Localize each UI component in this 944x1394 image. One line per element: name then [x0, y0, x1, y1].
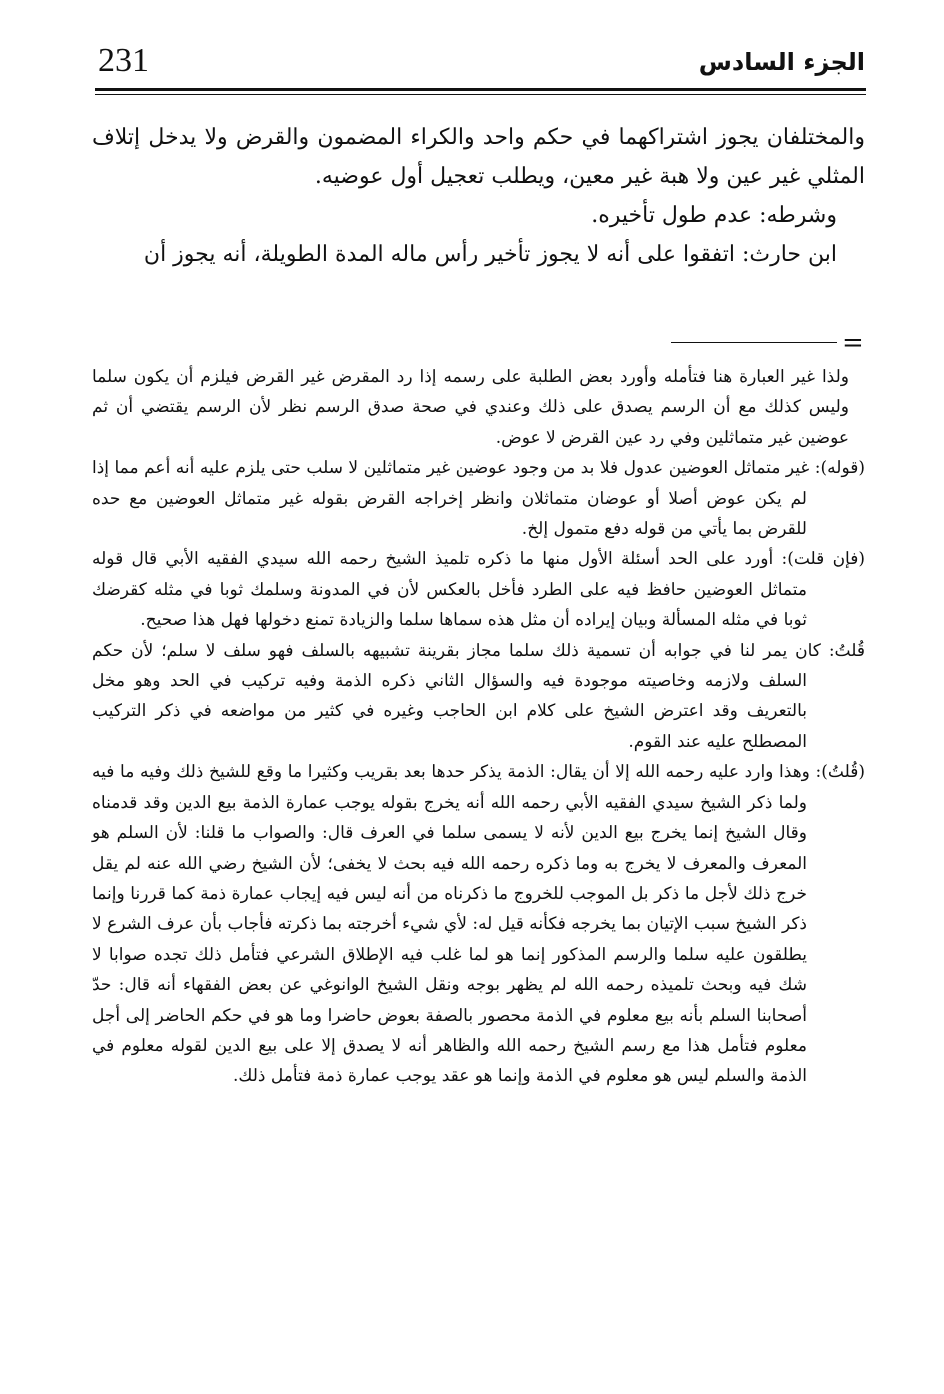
main-paragraph: وشرطه: عدم طول تأخيره.	[591, 203, 837, 228]
footnote-paragraph: قُلتُ: كان يمر لنا في جوابه أن تسمية ذلك سلما مجاز بقرينة تشبيهه بالسلف فهو سلف لا سلم؛ لأن حكم السلف ولازمه وخاصيته موجودة فيه والسؤال الثاني ذكره الذمة وفيه تركيب في الحد وهو مخل بالتعريف وقد اعترض الشيخ على كلام ابن الحاجب وغيره في كثير من مواضعه في ذكر التركيب المصطلح عليه عند القوم.	[92, 640, 865, 752]
main-text	[92, 118, 865, 274]
footnote-paragraph: ولذا غير العبارة هنا فتأمله وأورد بعض الطلبة على رسمه إذا رد المقرض غير القرض فيلزم أن يكون سلما وليس كذلك مع أن الرسم يصدق على ذلك وعندي في صحة صدق الرسم نظر لأن الرسم يقتضي أن ثم عوضين غير متماثلين وفي رد عين القرض لا عوض.	[92, 367, 849, 448]
part-title: الجزء السادس	[698, 48, 865, 76]
footnotes	[92, 362, 865, 1092]
footnote-paragraph: (قوله): غير متماثل العوضين عدول فلا بد من وجود عوضين غير متماثلين لا سلب حتى يلزم عليه أنه أعم مما إذا لم يكن عوض أصلا أو عوضان متماثلان وانظر إخراجه القرض بقوله غير متماثل العوضين مع حده للقرض بما يأتي من قوله دفع متمول إلخ.	[92, 458, 865, 540]
footnote-continuation-marker: =	[842, 328, 864, 358]
main-paragraph: والمختلفان يجوز اشتراكهما في حكم واحد والكراء المضمون والقرض ولا يدخل إتلاف المثلي غير عين ولا هبة غير معين، ويطلب تعجيل أول عوضيه.	[92, 125, 865, 189]
footnote-divider	[671, 342, 837, 343]
page-number: 231	[98, 42, 149, 79]
header-rule-thin	[95, 94, 866, 95]
footnote-paragraph: (قُلتُ): وهذا وارد عليه رحمه الله إلا أن يقال: الذمة يذكر حدها بعد بقريب وكثيرا ما وقع للشيخ ذلك وفيه ما فيه ولما ذكر الشيخ سيدي الفقيه الأبي رحمه الله أنه يخرج بقوله يوجب عمارة الذمة بيع الدين وقد قدمناه وقال الشيخ إنما يخرج بيع الدين لأنه لا يسمى سلما في العرف قال: والصواب ما قلنا: لأن السلم هو المعرف والمعرف لا يخرج به وما ذكره رحمه الله فيه بحث لا يخفى؛ لأن الشيخ رضي الله عنه لم يقل خرج ذلك لأجل ما ذكر بل الموجب للخروج ما ذكرناه من أنه ليس فيه إيجاب عمارة ذمة كما قررنا وإنما ذكر الشيخ سبب الإتيان بما يخرجه فكأنه قيل له: لأي شيء أخرجته بما ذكرته فأجاب بأن عرف الشرع لا يطلقون عليه سلما والرسم المذكور إنما هو لما غلب فيه الإطلاق الشرعي فتأمل ذلك تجده صوابا لا شك فيه وبحث تلميذه رحمه الله لم يظهر بوجه ونقل الشيخ الوانوغي عن بعض الفقهاء أنه قال: حدّ أصحابنا السلم بأنه بيع معلوم في الذمة محصور بالصفة بعوض حاضرا وما هو في حكم الحاضر إلى أجل معلوم فتأمل هذا مع رسم الشيخ رحمه الله والظاهر أنه لا يصدق إلا على بيع الدين لقوله معلوم في الذمة والسلم ليس هو معلوم في الذمة وإنما هو عقد يوجب عمارة ذمة فتأمل ذلك.	[92, 762, 865, 1087]
footnote-paragraph: (فإن قلت): أورد على الحد أسئلة الأول منها ما ذكره تلميذ الشيخ رحمه الله سيدي الفقيه الأبي قال قوله متماثل العوضين حافظ فيه على الطرد فأخل بالعكس لأن في المدونة وسلمك ثوبا في مثله كقرضك ثوبا في مثله المسألة وبيان إيراده أن مثل هذه سماها سلما والزيادة تمنع دخولها فهل هذا صحيح.	[92, 549, 865, 631]
page-header	[90, 38, 865, 90]
main-paragraph: ابن حارث: اتفقوا على أنه لا يجوز تأخير رأس ماله المدة الطويلة، أنه يجوز أن	[143, 242, 837, 267]
header-rule-thick	[95, 88, 866, 91]
